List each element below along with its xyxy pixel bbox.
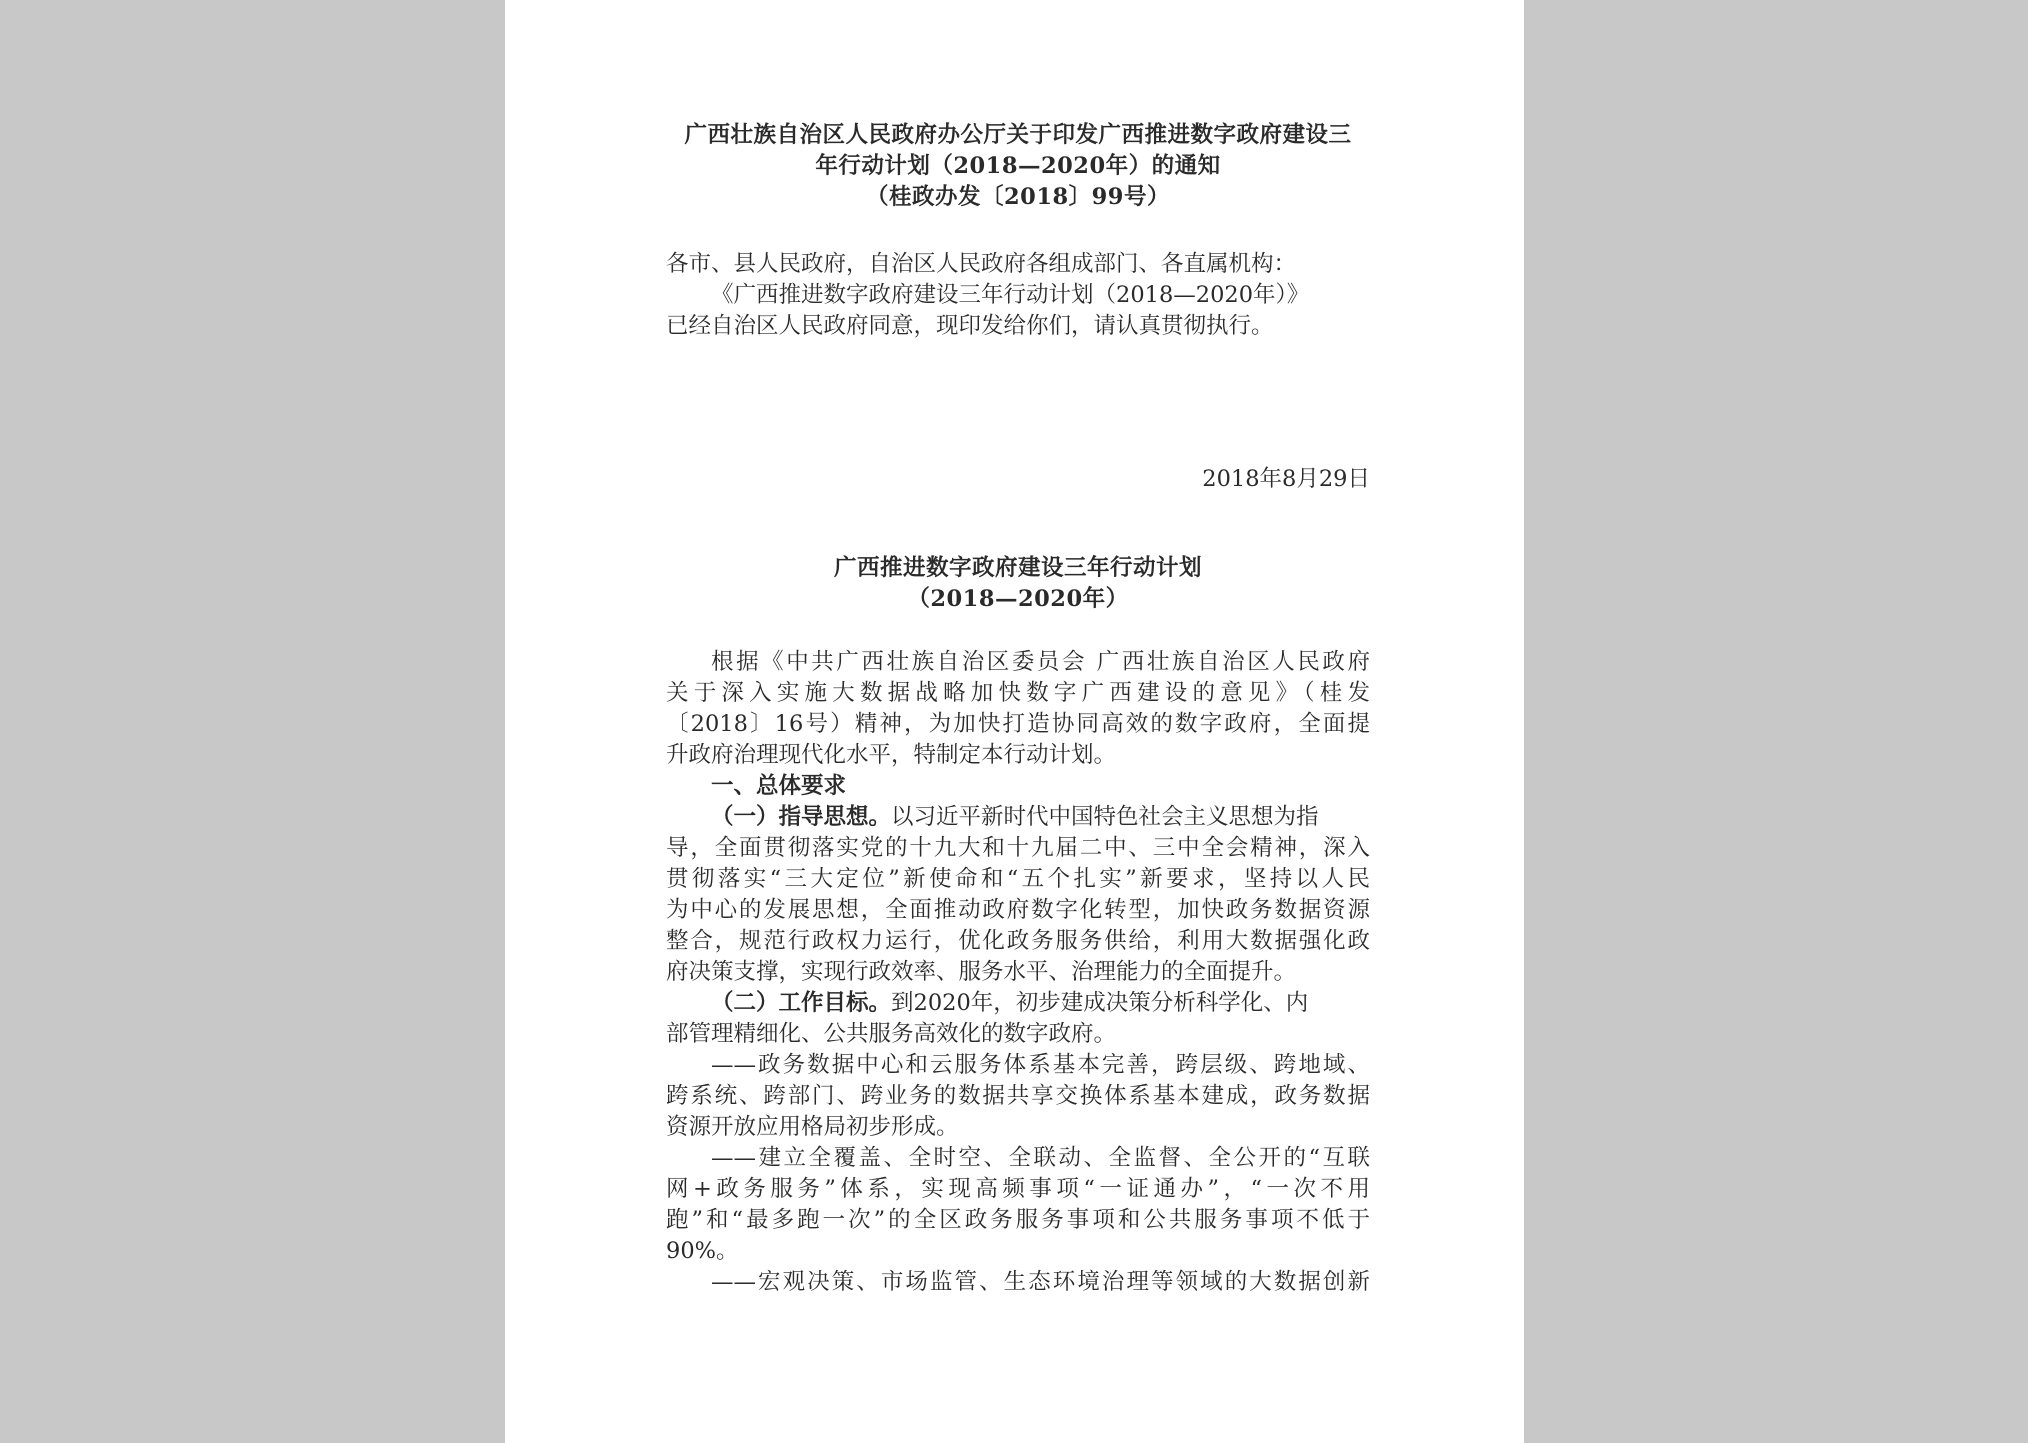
goal-item-line: 资源开放应用格局初步形成。 [666,1114,959,1140]
notice-title-line-2: 年行动计划（2018—2020年）的通知 [815,153,1221,179]
plan-subtitle: （2018—2020年） [907,586,1129,612]
guiding-line: 导，全面贯彻落实党的十九大和十九届二中、三中全会精神，深入 [666,835,1370,861]
intro-line: 〔2018〕16号）精神，为加快打造协同高效的数字政府，全面提 [666,711,1370,737]
notice-title-line-1: 广西壮族自治区人民政府办公厅关于印发广西推进数字政府建设三 [684,122,1352,148]
intro-line: 关于深入实施大数据战略加快数字广西建设的意见》（桂发 [666,680,1370,706]
guiding-line: 府决策支撑，实现行政效率、服务水平、治理能力的全面提升。 [666,959,1297,985]
intro-line: 根据《中共广西壮族自治区委员会 广西壮族自治区人民政府 [711,649,1370,675]
goal-item-line: 90%。 [666,1238,739,1264]
addressee: 各市、县人民政府，自治区人民政府各组成部门、各直属机构： [666,251,1297,277]
goal-item-line: ——建立全覆盖、全时空、全联动、全监督、全公开的“互联 [711,1145,1370,1171]
goals-first-line [666,988,1370,1019]
goals-label: （二）工作目标。 [711,990,892,1016]
notice-body-line-1: 《广西推进数字政府建设三年行动计划（2018—2020年）》 [711,282,1310,308]
goals-text: 到2020年，初步建成决策分析科学化、内 [891,990,1309,1016]
document-number: （桂政办发〔2018〕99号） [866,184,1170,210]
guiding-label: （一）指导思想。 [711,804,892,830]
notice-body-line-2: 已经自治区人民政府同意，现印发给你们，请认真贯彻执行。 [666,313,1274,339]
plan-title: 广西推进数字政府建设三年行动计划 [833,555,1202,581]
guiding-first-line [666,802,1370,833]
document-page [505,0,1524,1443]
goal-item-line: 跨系统、跨部门、跨业务的数据共享交换体系基本建成，政务数据 [666,1083,1370,1109]
intro-line: 升政府治理现代化水平，特制定本行动计划。 [666,742,1117,768]
section-heading: 一、总体要求 [711,773,847,799]
guiding-line: 为中心的发展思想，全面推动政府数字化转型，加快政务数据资源 [666,897,1370,923]
guiding-line: 整合，规范行政权力运行，优化政务服务供给，利用大数据强化政 [666,928,1370,954]
goals-line: 部管理精细化、公共服务高效化的数字政府。 [666,1021,1117,1047]
guiding-text: 以习近平新时代中国特色社会主义思想为指 [891,804,1319,830]
goal-item-line: 跑”和“最多跑一次”的全区政务服务事项和公共服务事项不低于 [666,1207,1370,1233]
goal-item-line: 网+政务服务”体系，实现高频事项“一证通办”，“一次不用 [666,1176,1370,1202]
goal-item-line: ——宏观决策、市场监管、生态环境治理等领域的大数据创新 [711,1269,1370,1295]
guiding-line: 贯彻落实“三大定位”新使命和“五个扎实”新要求，坚持以人民 [666,866,1370,892]
goal-item-line: ——政务数据中心和云服务体系基本完善，跨层级、跨地域、 [711,1052,1370,1078]
document-content [666,120,1370,1298]
notice-date: 2018年8月29日 [1202,466,1370,492]
